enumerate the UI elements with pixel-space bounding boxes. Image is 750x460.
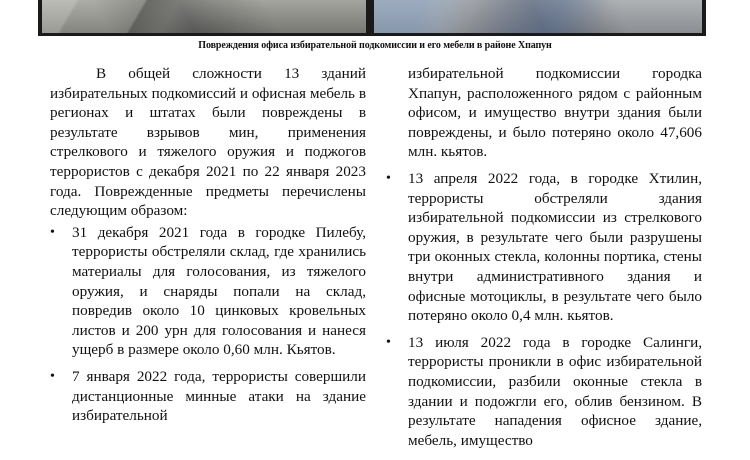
bullet-icon: •: [50, 224, 55, 240]
list-item: [386, 333, 702, 451]
list-item: [50, 223, 366, 360]
list-item-text: 31 декабря 2021 года в городке Пилебу, террористы обстреляли склад, где хранились материалы для голосования, из тяжелого оружия, и снаряды попали на склад, повредив около 10 цинковых кровельных листов и 200 урн для голосования и нанеся ущерб в размере около 0,60 млн. Кьятов.: [72, 223, 366, 359]
continued-paragraph: избирательной подкомиссии городка Хпапун, расположенного рядом с районным офисом, и имущество внутри здания были повреждены, и было потеряно около 47,606 млн. кьятов.: [408, 65, 702, 161]
right-bullet-list: [386, 169, 702, 450]
left-bullet-list: [50, 223, 366, 426]
list-item-text: 13 июля 2022 года в городке Салинги, террористы проникли в офис избирательной подкомиссии, разбили оконные стекла в здании и подожгли его, облив бензином. В результате нападения офисное здание, мебель, имущество: [408, 333, 702, 449]
damaged-furniture-photo-right: [374, 0, 702, 33]
right-column: [386, 64, 702, 457]
left-column: [50, 64, 366, 433]
list-item-text: 13 апреля 2022 года, в городке Хтилин, террористы обстреляли здания избирательной подкомиссии из стрелкового оружия, в результате чего были разрушены три оконных стекла, колонны портика, стены внутри административного здания и офисные мотоциклы, в результате чего было потеряно около 0,4 млн. кьятов.: [408, 169, 702, 325]
photo-caption: Повреждения офиса избирательной подкомиссии и его мебели в районе Хпапун: [198, 40, 552, 51]
list-item-text: 7 января 2022 года, террористы совершили дистанционные минные атаки на здание избирательной: [72, 367, 366, 425]
damaged-office-photo-left: [42, 0, 366, 33]
photo-strip: [38, 0, 706, 36]
list-item: [50, 367, 366, 426]
bullet-icon: •: [50, 368, 55, 384]
list-item: [386, 169, 702, 326]
bullet-icon: •: [386, 170, 391, 186]
intro-paragraph: В общей сложности 13 зданий избирательных подкомиссий и офисная мебель в регионах и штатах были повреждены в результате взрывов мин, применения стрелкового и тяжелого оружия и поджогов террористов с декабря 2021 по 22 января 2023 года. Поврежденные предметы перечислены следующим образом:: [50, 65, 366, 220]
bullet-icon: •: [386, 334, 391, 350]
